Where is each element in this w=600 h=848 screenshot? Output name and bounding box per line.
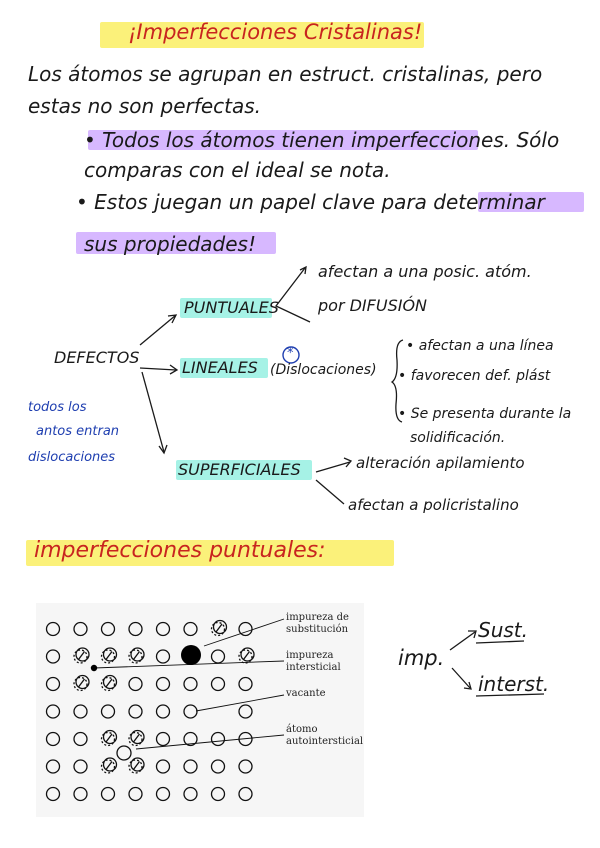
puntuales-label: PUNTUALES bbox=[184, 298, 279, 317]
page-title: ¡Imperfecciones Cristalinas! bbox=[128, 20, 423, 44]
label-intersticial-1: impureza bbox=[286, 650, 334, 661]
lineales-note-1: • afectan a una línea bbox=[406, 338, 554, 354]
imp-sust: Sust. bbox=[478, 618, 528, 642]
intro-line-2: estas no son perfectas. bbox=[28, 94, 261, 118]
displacement-arrow bbox=[106, 679, 112, 687]
bullet-2-line-1: • Estos juegan un papel clave para determinar bbox=[76, 190, 545, 214]
lattice-atom bbox=[47, 733, 60, 746]
displacement-arrow bbox=[79, 652, 85, 660]
lattice-atom bbox=[239, 760, 252, 773]
lattice-atom bbox=[157, 788, 170, 801]
lattice-atom bbox=[47, 678, 60, 691]
label-intersticial-2: intersticial bbox=[286, 662, 341, 673]
lattice-atom bbox=[74, 760, 87, 773]
label-vacante: vacante bbox=[286, 688, 326, 699]
bullet-1-line-1: • Todos los átomos tienen imperfecciones. Sólo bbox=[84, 128, 560, 152]
lattice-atom bbox=[74, 623, 87, 636]
lattice-atom bbox=[184, 760, 197, 773]
displacement-arrow bbox=[134, 734, 140, 742]
defectos-note-line-3: dislocaciones bbox=[28, 450, 116, 465]
lattice-atom bbox=[47, 623, 60, 636]
lattice-atom bbox=[239, 705, 252, 718]
label-sustitucion-2: substitución bbox=[286, 624, 349, 635]
lattice-atom bbox=[157, 760, 170, 773]
lattice-atom bbox=[102, 705, 115, 718]
lattice-atom bbox=[47, 650, 60, 663]
lattice-atom bbox=[184, 623, 197, 636]
lattice-atom bbox=[157, 678, 170, 691]
lattice-atom bbox=[184, 788, 197, 801]
superficiales-note-1: alteración apilamiento bbox=[356, 454, 525, 472]
lattice-atom bbox=[47, 705, 60, 718]
lineales-note-3: • Se presenta durante la bbox=[398, 406, 572, 422]
lattice-atom bbox=[129, 788, 142, 801]
lattice-atom bbox=[74, 705, 87, 718]
lattice-atom bbox=[74, 733, 87, 746]
bullet-2-line-2: sus propiedades! bbox=[84, 232, 256, 256]
displacement-arrow bbox=[134, 762, 140, 770]
superficiales-label: SUPERFICIALES bbox=[178, 460, 301, 479]
imp-label: imp. bbox=[398, 646, 445, 670]
lattice-atom bbox=[212, 760, 225, 773]
displacement-arrow bbox=[106, 734, 112, 742]
lineales-label: LINEALES bbox=[182, 358, 258, 377]
lineales-paren: (Dislocaciones) bbox=[270, 362, 377, 378]
superficiales-note-2: afectan a policristalino bbox=[348, 496, 519, 514]
lattice-atom bbox=[239, 788, 252, 801]
lattice-atom bbox=[157, 705, 170, 718]
label-autointersticial-2: autointersticial bbox=[286, 736, 364, 747]
lattice-atom bbox=[212, 650, 225, 663]
lattice-atom bbox=[184, 678, 197, 691]
defectos-note-line-1: todos los bbox=[28, 400, 87, 415]
displacement-arrow bbox=[106, 762, 112, 770]
displacement-arrow bbox=[106, 652, 112, 660]
imp-interst: interst. bbox=[478, 672, 550, 696]
lattice-atom bbox=[47, 788, 60, 801]
defectos-root: DEFECTOS bbox=[54, 348, 140, 367]
section2-title: imperfecciones puntuales: bbox=[34, 538, 326, 563]
lattice-atom bbox=[102, 623, 115, 636]
lattice-atom bbox=[129, 623, 142, 636]
displacement-arrow bbox=[244, 652, 250, 660]
lattice-atom bbox=[102, 788, 115, 801]
lattice-atom bbox=[129, 705, 142, 718]
lattice-atom bbox=[212, 733, 225, 746]
lattice-atom bbox=[74, 788, 87, 801]
defectos-note-line-2: antos entran bbox=[36, 424, 120, 439]
lattice-atom bbox=[212, 788, 225, 801]
lattice-atom bbox=[47, 760, 60, 773]
lineales-note-2: • favorecen def. plást bbox=[398, 368, 551, 384]
lattice-atom bbox=[184, 705, 197, 718]
lineales-star: * bbox=[287, 346, 294, 361]
lattice-diagram bbox=[36, 603, 364, 817]
displacement-arrow bbox=[216, 624, 222, 632]
lattice-atom bbox=[212, 678, 225, 691]
lattice-atom bbox=[129, 678, 142, 691]
lattice-atom bbox=[239, 678, 252, 691]
lattice-atom bbox=[157, 623, 170, 636]
puntuales-note-1: afectan a una posic. atóm. bbox=[318, 262, 532, 281]
lattice-atom bbox=[157, 733, 170, 746]
intro-line-1: Los átomos se agrupan en estruct. cristalinas, pero bbox=[28, 62, 543, 86]
displacement-arrow bbox=[79, 679, 85, 687]
lattice-atom bbox=[157, 650, 170, 663]
label-autointersticial-1: átomo bbox=[286, 724, 318, 735]
puntuales-note-2: por DIFUSIÓN bbox=[318, 296, 427, 315]
bullet-1-line-2: comparas con el ideal se nota. bbox=[84, 158, 391, 182]
lineales-note-4: solidificación. bbox=[410, 430, 506, 446]
displacement-arrow bbox=[134, 652, 140, 660]
label-sustitucion-1: impureza de bbox=[286, 612, 349, 623]
